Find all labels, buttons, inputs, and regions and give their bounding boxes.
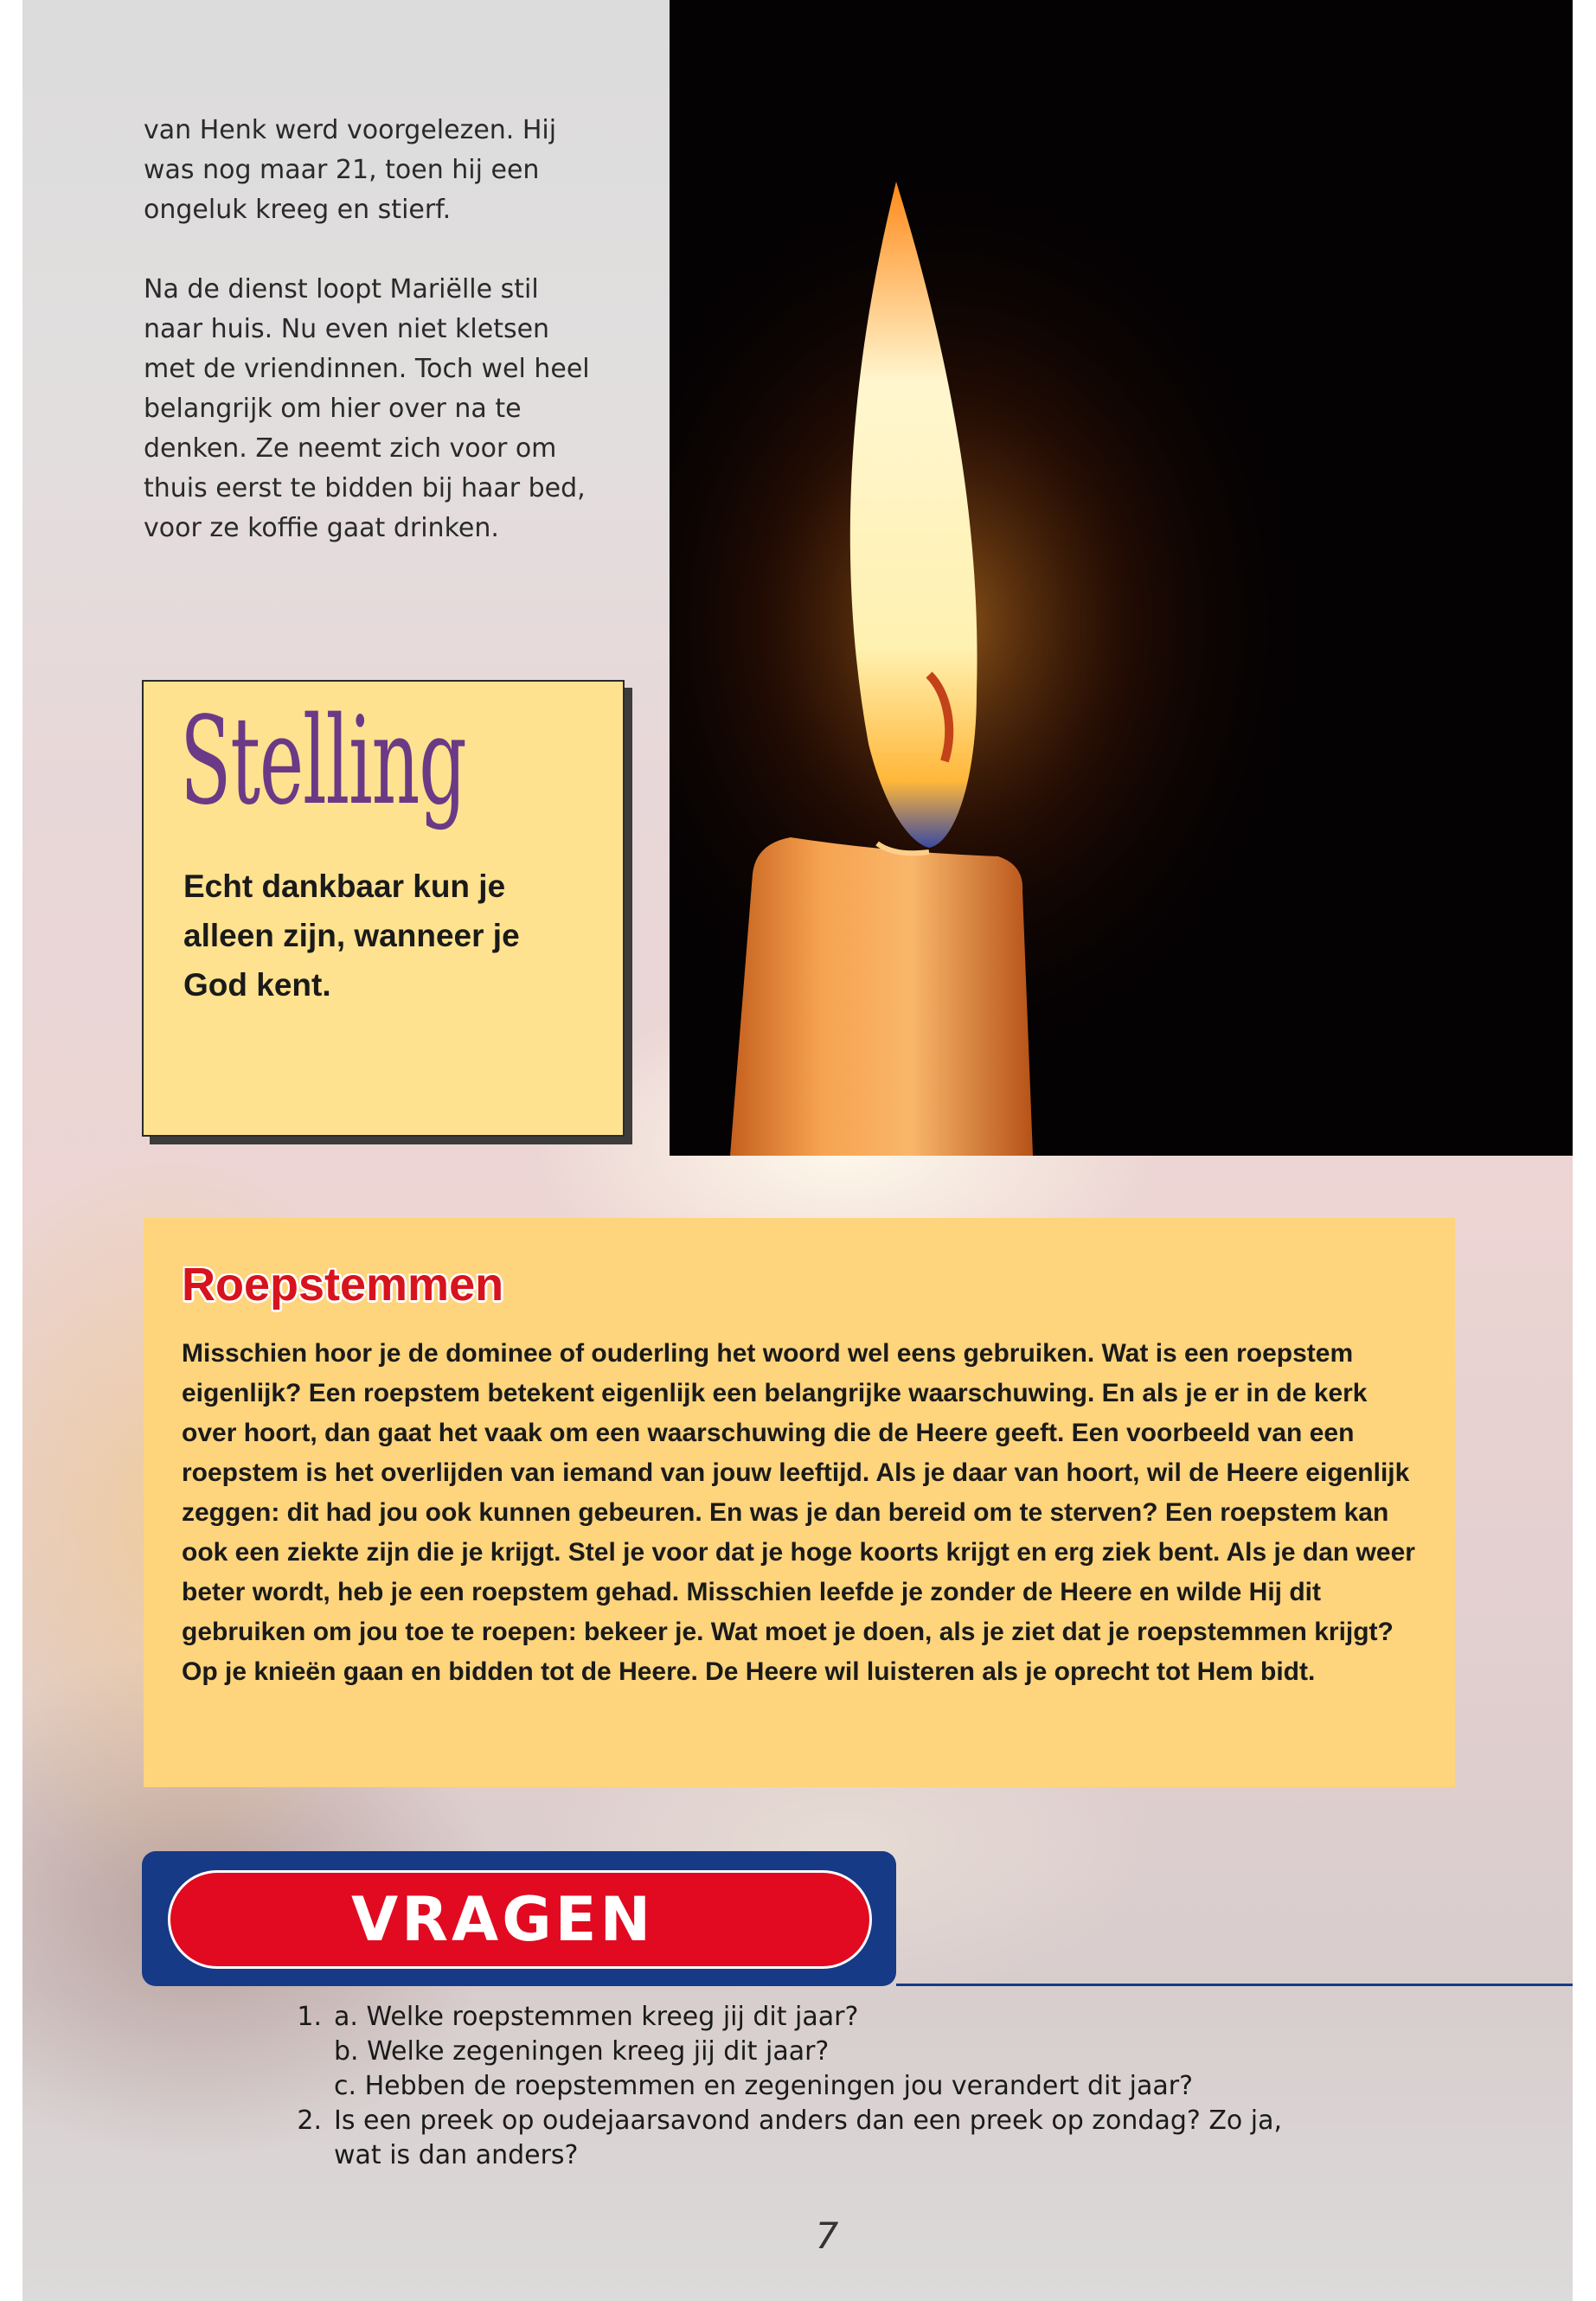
question-line: c. Hebben de roepstemmen en zegeningen jou verandert dit jaar? — [334, 2071, 1194, 2101]
intro-paragraph-1: van Henk werd voorgelezen. Hij was nog maar 21, toen hij een ongeluk kreeg en stierf. — [144, 115, 557, 225]
vragen-pill — [168, 1870, 872, 1969]
stelling-title: Stelling — [180, 691, 466, 832]
stelling-box — [142, 680, 625, 1137]
page — [22, 0, 1573, 2301]
question-item — [282, 2000, 1493, 2104]
intro-paragraph-2: Na de dienst loopt Mariëlle stil naar huis. Nu even niet kletsen met de vriendinnen. Toch wel heel belangrijk om hier over na te denken. Ze neemt zich voor om thuis eerst te bidden bij haar bed, voor ze koffie gaat drinken. — [144, 274, 590, 543]
candle-photo — [670, 0, 1573, 1156]
question-item — [282, 2104, 1493, 2173]
vragen-banner — [142, 1851, 896, 1986]
roepstemmen-box — [144, 1218, 1455, 1787]
question-line: a. Welke roepstemmen kreeg jij dit jaar? — [334, 2002, 859, 2032]
question-body — [334, 2000, 1493, 2104]
intro-text — [144, 111, 593, 588]
page-number: 7 — [815, 2214, 839, 2257]
roepstemmen-text: Misschien hoor je de dominee of ouderling het woord wel eens gebruiken. Wat is een roepstem eigenlijk? Een roepstem betekent eigenlijk een belangrijke waarschuwing. En als je er in de kerk over hoort, dan gaat het vaak om een waarschuwing die de Heere geeft. Een voorbeeld van een roepstem is het overlijden van iemand van jouw leeftijd. Als je daar van hoort, wil de Heere eigenlijk zeggen: dit had jou ook kunnen gebeuren. En was je dan bereid om te sterven? Een roepstem kan ook een ziekte zijn die je krijgt. Stel je voor dat je hoge koorts krijgt en erg ziek bent. Als je dan weer beter wordt, heb je een roepstem gehad. Misschien leefde je zonder de Heere en wilde Hij dit gebruiken om jou toe te roepen: bekeer je. Wat moet je doen, als je ziet dat je roepstemmen krijgt? Op je knieën gaan en bidden tot de Heere. De Heere wil luisteren als je oprecht tot Hem bidt. — [182, 1339, 1415, 1686]
vragen-label: VRAGEN — [350, 1884, 655, 1955]
question-list — [282, 2000, 1493, 2173]
question-number: 1. — [297, 2002, 322, 2032]
roepstemmen-title: Roepstemmen — [182, 1259, 504, 1311]
stelling-statement: Echt dankbaar kun je alleen zijn, wanneer je God kent. — [183, 868, 520, 1003]
vragen-divider — [896, 1984, 1573, 1986]
question-line: b. Welke zegeningen kreeg jij dit jaar? — [334, 2036, 830, 2067]
question-line: Is een preek op oudejaarsavond anders dan een preek op zondag? Zo ja, wat is dan anders? — [334, 2106, 1283, 2170]
question-body — [334, 2104, 1493, 2173]
question-number: 2. — [297, 2106, 322, 2136]
candle-illustration — [670, 0, 1573, 1156]
